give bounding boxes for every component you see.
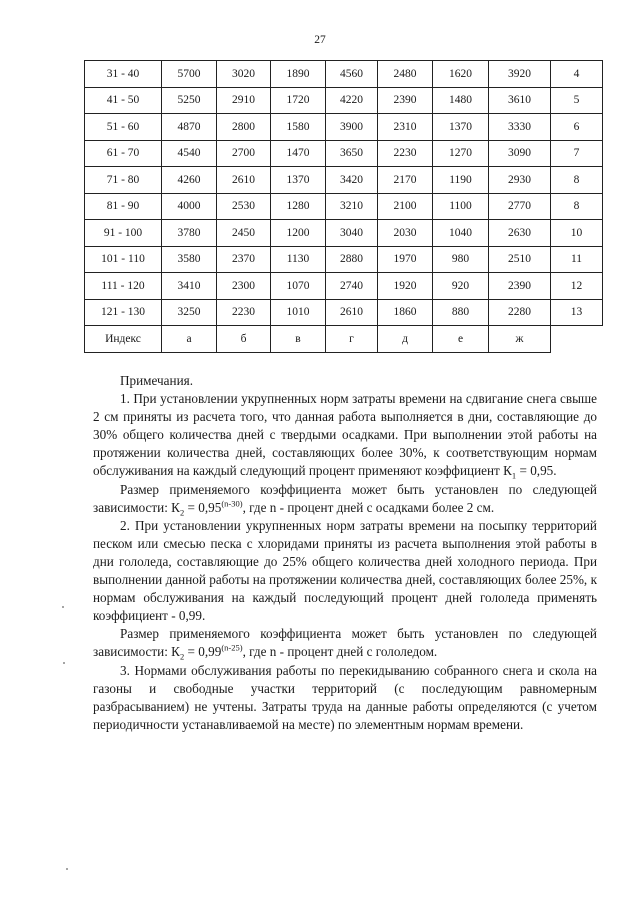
table-cell: 3090 — [489, 140, 551, 167]
empty-cell — [551, 326, 603, 353]
coefficient-formula-k2: Размер применяемого коэффициента может быть установлен по следующей зависимости: $К_2 = 0,99^{(n-25)}$, где n - процент дней с гололедом. — [93, 626, 597, 663]
table-cell: 5 — [551, 87, 603, 114]
table-cell: 2770 — [489, 193, 551, 220]
table-row — [85, 299, 603, 326]
table-row — [85, 167, 603, 194]
table-row — [85, 193, 603, 220]
table-row — [85, 246, 603, 273]
table-cell: 2390 — [489, 273, 551, 300]
table-cell: 6 — [551, 114, 603, 141]
table-cell: 2800 — [217, 114, 271, 141]
table-cell: 4000 — [162, 193, 217, 220]
table-cell: 4 — [551, 61, 603, 88]
index-letter-cell: б — [217, 326, 271, 353]
table-row — [85, 273, 603, 300]
table-cell: 880 — [433, 299, 489, 326]
range-cell: 71 - 80 — [85, 167, 162, 194]
index-letter-cell: ж — [489, 326, 551, 353]
table-cell: 1070 — [271, 273, 326, 300]
range-cell: 41 - 50 — [85, 87, 162, 114]
table-cell: 1100 — [433, 193, 489, 220]
table-cell: 10 — [551, 220, 603, 247]
table-cell: 5700 — [162, 61, 217, 88]
table-cell: 2510 — [489, 246, 551, 273]
index-letter-cell: г — [326, 326, 378, 353]
range-cell: 91 - 100 — [85, 220, 162, 247]
table-cell: 1860 — [378, 299, 433, 326]
table-cell: 4870 — [162, 114, 217, 141]
table-cell: 4260 — [162, 167, 217, 194]
table-cell: 2880 — [326, 246, 378, 273]
range-cell: 81 - 90 — [85, 193, 162, 220]
table-cell: 1280 — [271, 193, 326, 220]
table-cell: 1890 — [271, 61, 326, 88]
table-cell: 12 — [551, 273, 603, 300]
table-cell: 2530 — [217, 193, 271, 220]
table-cell: 1580 — [271, 114, 326, 141]
index-row — [85, 326, 603, 353]
table-cell: 1190 — [433, 167, 489, 194]
table-cell: 1370 — [433, 114, 489, 141]
table-cell: 3610 — [489, 87, 551, 114]
table-cell: 3900 — [326, 114, 378, 141]
scan-artifact — [62, 606, 64, 608]
table-cell: 2450 — [217, 220, 271, 247]
table-cell: 2910 — [217, 87, 271, 114]
range-cell: 121 - 130 — [85, 299, 162, 326]
table-cell: 7 — [551, 140, 603, 167]
table-cell: 3250 — [162, 299, 217, 326]
range-cell: 61 - 70 — [85, 140, 162, 167]
table-cell: 920 — [433, 273, 489, 300]
table-cell: 2370 — [217, 246, 271, 273]
index-letter-cell: а — [162, 326, 217, 353]
table-cell: 2230 — [378, 140, 433, 167]
index-label-cell: Индекс — [85, 326, 162, 353]
table-cell: 2630 — [489, 220, 551, 247]
table-cell: 2030 — [378, 220, 433, 247]
notes-title: Примечания. — [120, 373, 194, 388]
table-cell: 4220 — [326, 87, 378, 114]
table-row — [85, 140, 603, 167]
table-cell: 11 — [551, 246, 603, 273]
table-cell: 2390 — [378, 87, 433, 114]
table-row — [85, 220, 603, 247]
table-cell: 2700 — [217, 140, 271, 167]
norms-table — [84, 60, 603, 353]
table-cell: 8 — [551, 193, 603, 220]
index-letter-cell: д — [378, 326, 433, 353]
table-cell: 1200 — [271, 220, 326, 247]
table-cell: 2230 — [217, 299, 271, 326]
index-letter-cell: в — [271, 326, 326, 353]
note-paragraph-1: 1. При установлении укрупненных норм затраты времени на сдвигание снега свыше 2 см приняты из расчета того, что данная работа выполняется в дни, составляющие до 30% общего количества дней с твердыми осадками. При выполнении этой работы на протяжении количества дней, составляющих более 30%, к соответствующим нормам обслуживания на каждый следующий процент применяют коэффициент $К_1 = 0,95$. — [93, 391, 597, 482]
index-letter-cell: е — [433, 326, 489, 353]
table-cell: 2480 — [378, 61, 433, 88]
table-cell: 2280 — [489, 299, 551, 326]
table-cell: 1620 — [433, 61, 489, 88]
table-cell: 3580 — [162, 246, 217, 273]
table-row — [85, 87, 603, 114]
notes-section — [93, 372, 597, 734]
table-cell: 2930 — [489, 167, 551, 194]
table-cell: 3410 — [162, 273, 217, 300]
page-number: 27 — [314, 34, 326, 46]
table-cell: 1270 — [433, 140, 489, 167]
table-cell: 2300 — [217, 273, 271, 300]
table-cell: 1720 — [271, 87, 326, 114]
table-cell: 3780 — [162, 220, 217, 247]
range-cell: 31 - 40 — [85, 61, 162, 88]
note-paragraph-3: 3. Нормами обслуживания работы по перекидыванию собранного снега и скола на газоны и свободные участки территорий (с последующим равномерным разбрасыванием) не учтены. Затраты труда на данные работы определяются (с учетом периодичности устанавливаемой на месте) по элементным нормам времени. — [93, 662, 597, 732]
table-cell: 2610 — [326, 299, 378, 326]
table-cell: 2100 — [378, 193, 433, 220]
table-cell: 2170 — [378, 167, 433, 194]
table-cell: 1370 — [271, 167, 326, 194]
table-cell: 3420 — [326, 167, 378, 194]
table-cell: 2610 — [217, 167, 271, 194]
table-cell: 1970 — [378, 246, 433, 273]
scan-artifact — [63, 662, 65, 664]
table-cell: 13 — [551, 299, 603, 326]
table-cell: 3650 — [326, 140, 378, 167]
table-cell: 8 — [551, 167, 603, 194]
table-cell: 3210 — [326, 193, 378, 220]
coefficient-formula-k1: Размер применяемого коэффициента может быть установлен по следующей зависимости: $К_2 = 0,95^{(n-30)}$, где n - процент дней с осадками более 2 см. — [93, 481, 597, 518]
table-cell: 3040 — [326, 220, 378, 247]
table-cell: 1010 — [271, 299, 326, 326]
range-cell: 101 - 110 — [85, 246, 162, 273]
table-cell: 1470 — [271, 140, 326, 167]
table-cell: 4540 — [162, 140, 217, 167]
table-cell: 2740 — [326, 273, 378, 300]
table-cell: 4560 — [326, 61, 378, 88]
table-cell: 1480 — [433, 87, 489, 114]
table-row — [85, 114, 603, 141]
table-cell: 5250 — [162, 87, 217, 114]
table-cell: 1920 — [378, 273, 433, 300]
table-cell: 1130 — [271, 246, 326, 273]
table-cell: 2310 — [378, 114, 433, 141]
table-cell: 3920 — [489, 61, 551, 88]
table-cell: 3020 — [217, 61, 271, 88]
note-paragraph-2: 2. При установлении укрупненных норм затраты времени на посыпку территорий песком или смесью песка с хлоридами приняты из расчета выполнения этой работы в дни гололеда, составляющие до 25% общего количества дней холодного периода. При выполнении данной работы на протяжении количества дней, составляющих более 25%, к нормам обслуживания на каждый последующий процент дней гололеда применять коэффициент - 0,99. — [93, 517, 597, 624]
table-cell: 1040 — [433, 220, 489, 247]
scan-artifact — [66, 868, 68, 870]
table-cell: 980 — [433, 246, 489, 273]
table-row — [85, 61, 603, 88]
table-cell: 3330 — [489, 114, 551, 141]
range-cell: 51 - 60 — [85, 114, 162, 141]
range-cell: 111 - 120 — [85, 273, 162, 300]
